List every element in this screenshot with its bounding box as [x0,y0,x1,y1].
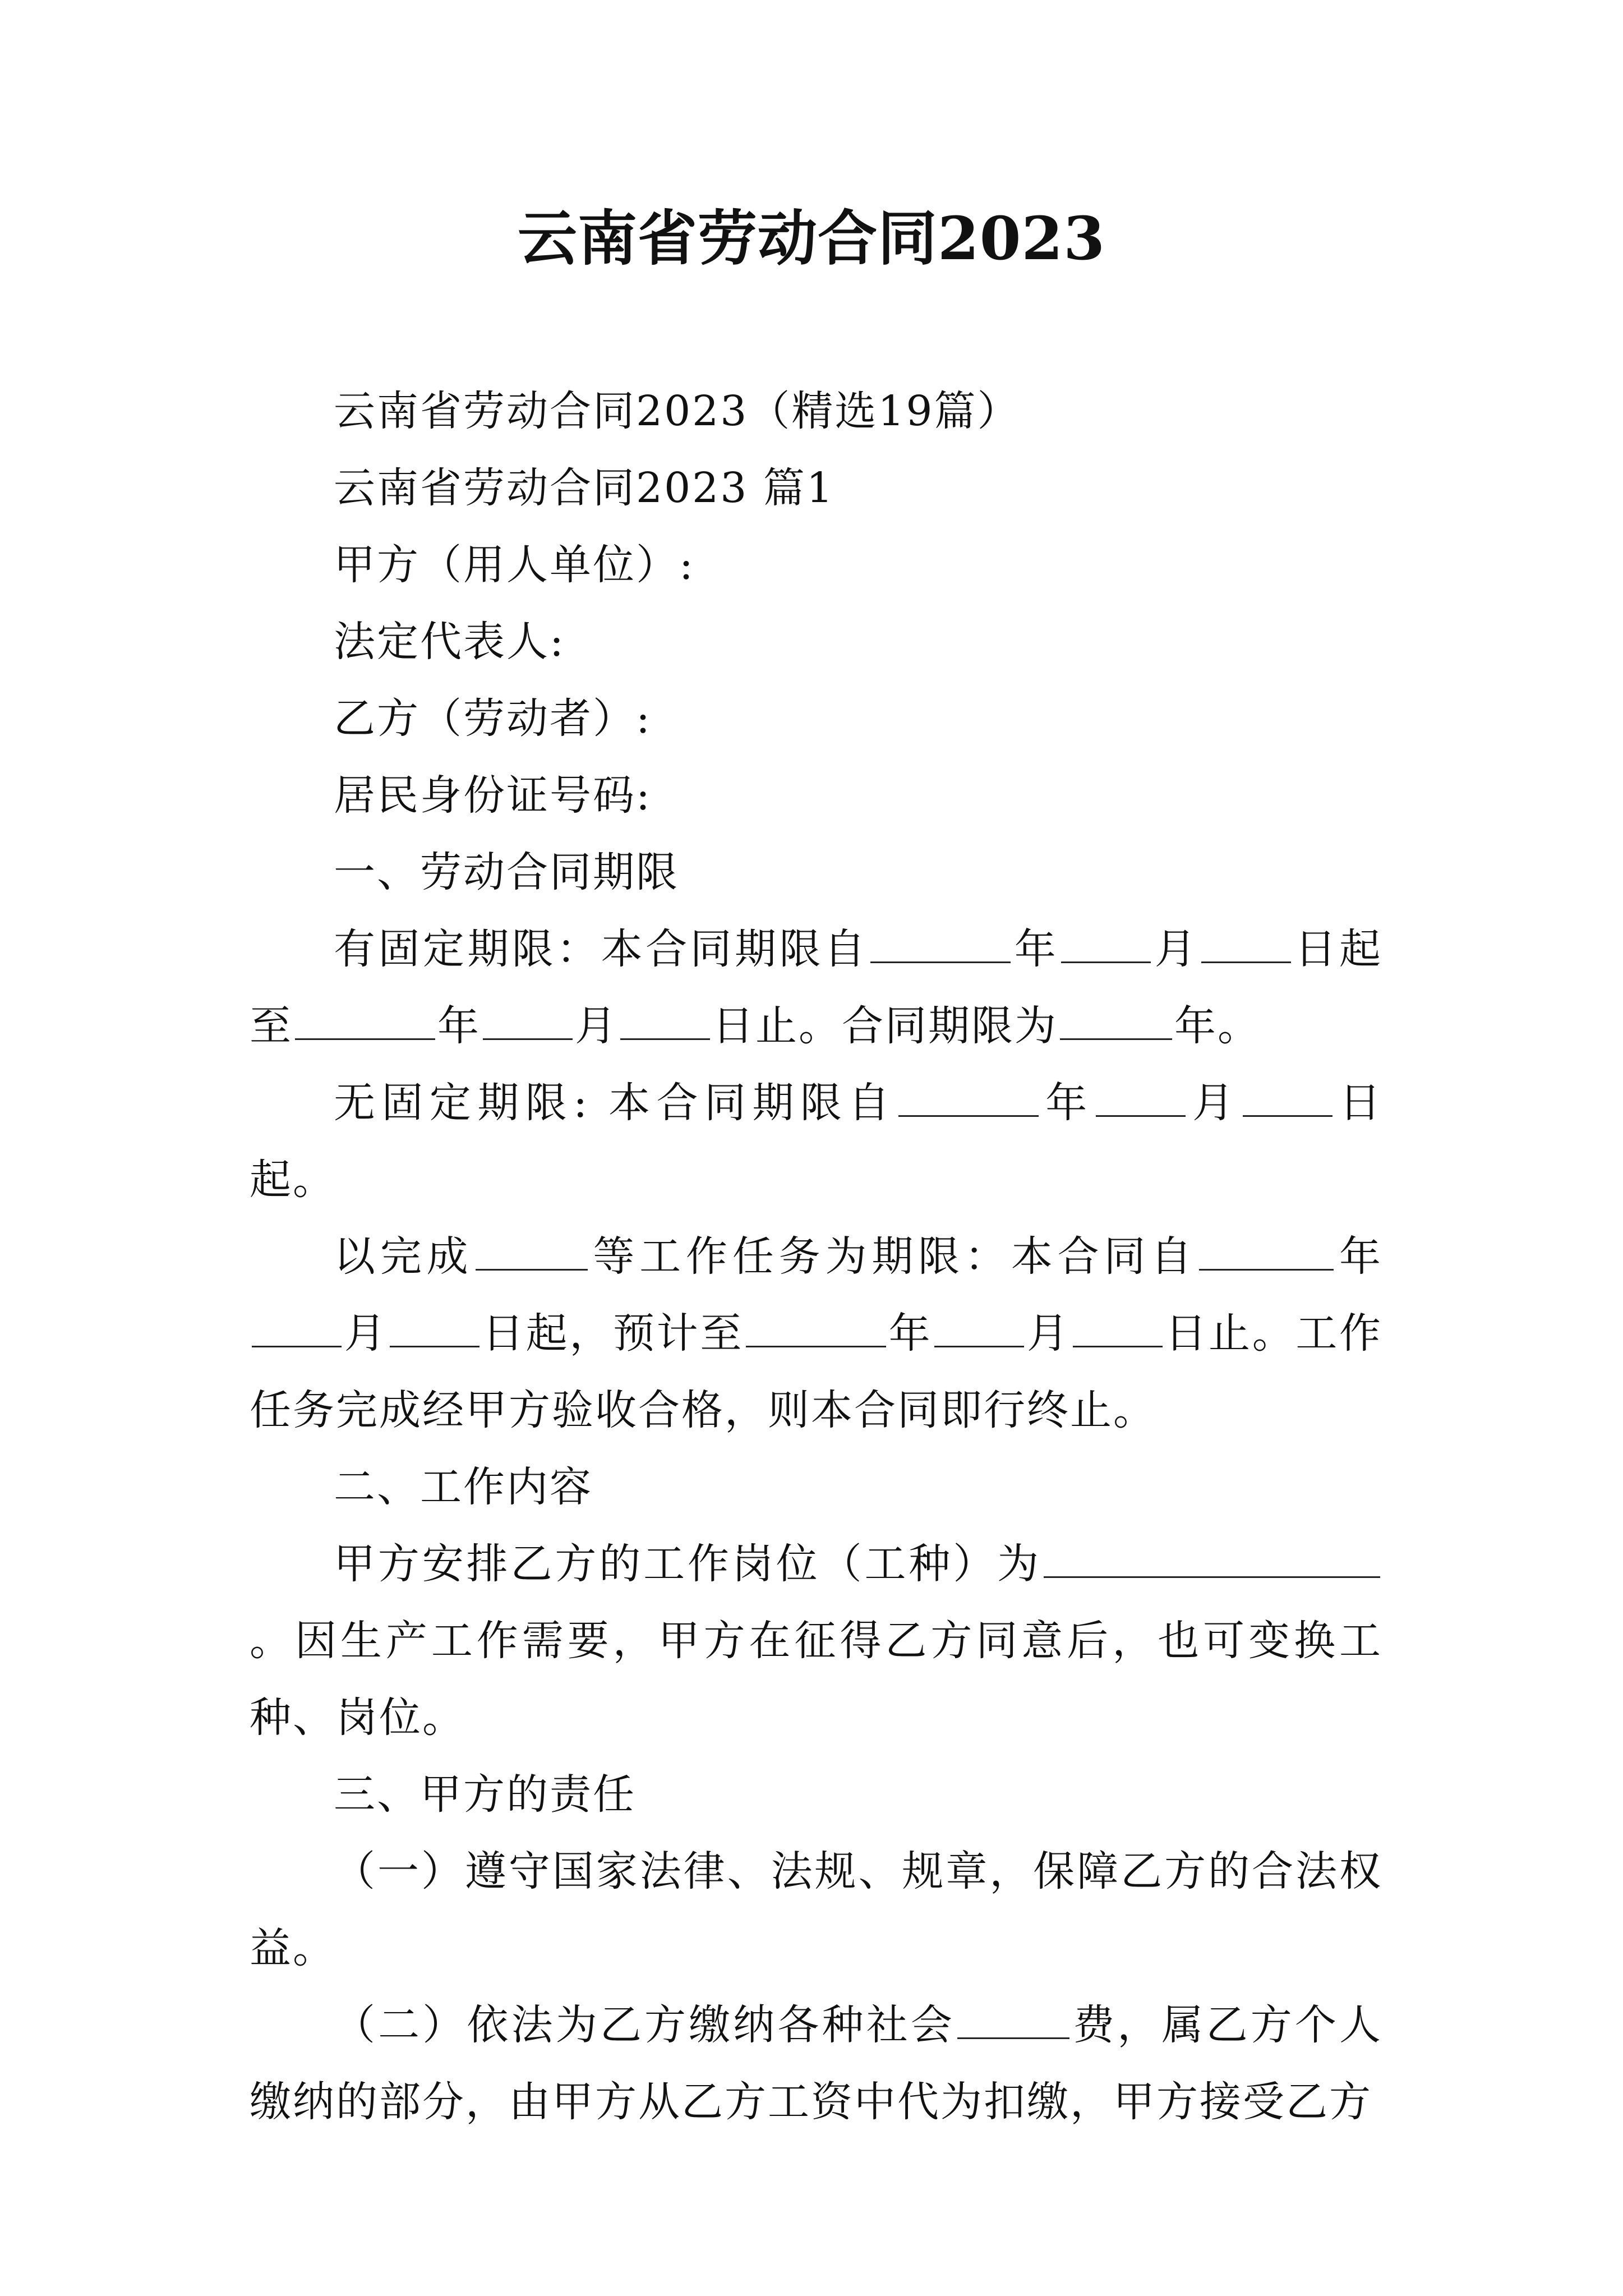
blank-field [390,1308,479,1347]
work-text-2: 。因生产工作需要，甲方在征得乙方同意后，也可变换工种、岗位。 [250,1617,1382,1742]
document-title: 云南省劳动合同2023 [517,203,1106,273]
task-term-paragraph [250,1218,1382,1449]
task-text-3: 年 [1336,1232,1383,1281]
party-a-label: 甲方（用人单位）: [334,541,695,589]
unfixed-term-paragraph [250,1065,1382,1218]
clause3-title: 三、甲方的责任 [334,1770,636,1819]
task-text-6: 年 [888,1309,933,1358]
duty-1: （一）遵守国家法律、法规、规章，保障乙方的合法权益。 [250,1847,1382,1972]
task-text-1: 以完成 [334,1232,473,1281]
task-text-4: 月 [344,1309,388,1358]
blank-field [870,923,1011,963]
blank-field [1243,1077,1332,1117]
fixed-text-5: 年 [437,1002,481,1050]
duty-2 [250,1987,1382,2141]
clause2-title: 二、工作内容 [334,1463,593,1511]
blank-field [476,1231,588,1271]
blank-field [957,1999,1069,2039]
task-text-5: 日起，预计至 [482,1309,744,1358]
unfixed-text-4: 日起。 [250,1079,1383,1204]
blank-field [1199,1231,1334,1271]
subtitle: 云南省劳动合同2023（精选19篇） [334,387,1021,435]
blank-field [934,1308,1024,1347]
blank-field [1201,923,1291,963]
blank-field [295,1000,435,1040]
task-text-7: 月 [1026,1309,1071,1358]
fixed-text-1: 有固定期限：本合同期限自 [334,925,869,973]
work-text-1: 甲方安排乙方的工作岗位（工种）为 [334,1540,1041,1588]
unfixed-text-1: 无固定期限: 本合同期限自 [334,1079,896,1127]
task-text-8: 日止。工作任务完成经甲方验收合格，则本合同即行终止。 [250,1309,1383,1434]
work-content-paragraph [250,1526,1382,1756]
fixed-text-3: 月 [1153,925,1200,973]
clause1-title: 一、劳动合同期限 [334,848,679,896]
blank-field [252,1308,342,1347]
blank-field [1060,1000,1172,1040]
duty2-text-2: 费，属乙方个人缴纳的部分，由甲方从乙方工资中代为扣缴，甲方接受乙方 [250,2001,1382,2126]
blank-field [1096,1077,1186,1117]
fixed-text-2: 年 [1013,925,1059,973]
task-text-2: 等工作任务为期限：本合同自 [589,1232,1197,1281]
blank-field [483,1000,573,1040]
blank-field [746,1308,886,1347]
fixed-term-paragraph [250,911,1382,1065]
legal-rep-label: 法定代表人: [334,618,565,666]
fixed-text-7: 日止。合同期限为 [712,1002,1058,1050]
fixed-text-6: 月 [575,1002,618,1050]
id-label: 居民身份证号码: [334,771,652,820]
blank-field [620,1000,710,1040]
party-b-label: 乙方（劳动者）: [334,694,652,743]
section-heading: 云南省劳动合同2023 篇1 [334,464,834,512]
document-body [250,373,1382,2141]
blank-field [1073,1308,1163,1347]
fixed-text-4: 日起至 [250,925,1383,1050]
blank-field [898,1077,1039,1117]
unfixed-text-2: 年 [1040,1079,1094,1127]
unfixed-text-3: 月 [1187,1079,1241,1127]
fixed-text-8: 年。 [1174,1002,1261,1050]
blank-field [1061,923,1151,963]
blank-field [1044,1538,1380,1578]
duty2-text-1: （二）依法为乙方缴纳各种社会 [334,2001,955,2049]
